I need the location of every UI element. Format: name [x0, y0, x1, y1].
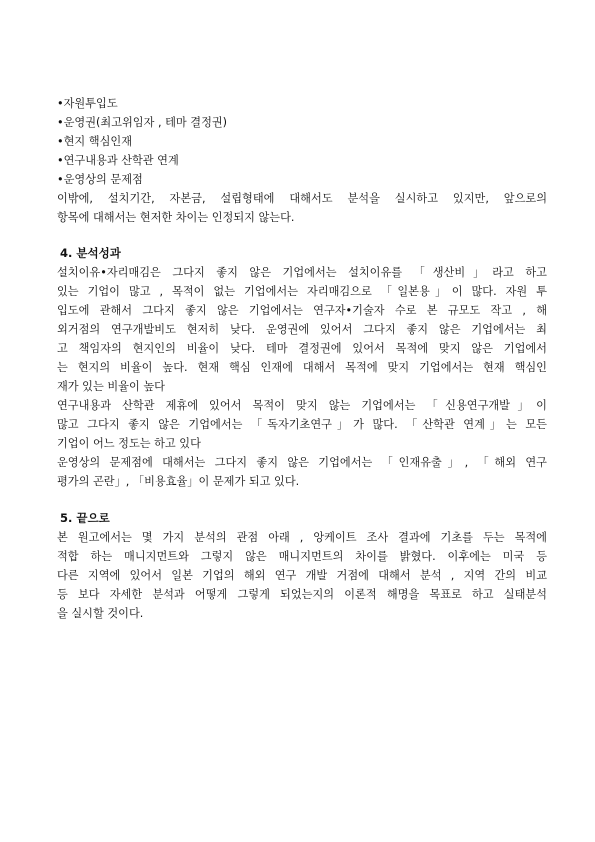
paragraph-line: 는 현지의 비율이 높다. 현재 핵심 인재에 대해서 목적에 맞지 기업에서는 현재 핵심인 [57, 361, 547, 374]
section-heading-results: 4. 분석성과 [60, 246, 121, 260]
paragraph-line: 을 실시할 것이다. [57, 607, 144, 620]
paragraph-line: 고 책임자의 현지인의 비율이 낮다. 테마 결정권에 있어서 목적에 맞지 않은 기업에서 [57, 342, 547, 355]
bullet-research-collaboration: •연구내용과 산학관 연계 [57, 154, 179, 167]
paragraph-line: 운영상의 문제점에 대해서는 그다지 좋지 않은 기업에서는 「인재유출」, 「해외 연구 [57, 456, 547, 469]
paragraph-line: 많고 그다지 좋지 않은 기업에서는 「독자기초연구」가 많다. 「산학관 연계」는 모든 [57, 418, 547, 431]
paragraph-line: 설치이유•자리매김은 그다지 좋지 않은 기업에서는 설치이유를 「생산비」라고 하고 [57, 266, 547, 279]
paragraph-line: 재가 있는 비율이 높다 [57, 380, 165, 393]
intro-line: 이밖에, 설치기간, 자본금, 설립형태에 대해서도 분석을 실시하고 있지만, 앞으로의 [57, 192, 547, 205]
paragraph-line: 다른 지역에 있어서 일본 기업의 해외 연구 개발 거점에 대해서 분석 , 지역 간의 비교 [57, 569, 547, 582]
paragraph-line: 연구내용과 산학관 제휴에 있어서 목적이 맞지 않는 기업에서는 「신용연구개발」이 [57, 399, 547, 412]
paragraph-line: 기업이 어느 정도는 하고 있다 [57, 437, 201, 450]
intro-line: 항목에 대해서는 현저한 차이는 인정되지 않는다. [57, 211, 295, 224]
paragraph-line: 있는 기업이 많고 , 목적이 없는 기업에서는 자리매김으로 「일본용」이 많다. 자원 투 [57, 285, 547, 298]
paragraph-line: 등 보다 자세한 분석과 어떻게 그렇게 되었는지의 이론적 해명을 목표로 하고 실태분석 [57, 588, 547, 601]
bullet-resource-input: •자원투입도 [57, 97, 118, 110]
paragraph-line: 적합 하는 매니지먼트와 그렇지 않은 매니지먼트의 차이를 밝혔다. 이후에는 미국 등 [57, 550, 547, 563]
paragraph-line: 본 원고에서는 몇 가지 분석의 관점 아래 , 앙케이트 조사 결과에 기초를 두는 목적에 [57, 531, 547, 544]
paragraph-line: 입도에 관해서 그다지 좋지 않은 기업에서는 연구자•기술자 수로 본 규모도 작고 , 해 [57, 304, 547, 317]
bullet-local-talent: •현지 핵심인재 [57, 135, 132, 148]
bullet-operational-issues: •운영상의 문제점 [57, 173, 143, 186]
paragraph-line: 평가의 곤란」, 「비용효율」이 문제가 되고 있다. [57, 475, 300, 488]
section-heading-conclusion: 5. 끝으로 [60, 511, 110, 525]
paragraph-line: 외거점의 연구개발비도 현저히 낮다. 운영권에 있어서 그다지 좋지 않은 기업에서는 최 [57, 323, 547, 336]
bullet-management-rights: •운영권(최고위임자 , 테마 결정권) [57, 116, 228, 129]
